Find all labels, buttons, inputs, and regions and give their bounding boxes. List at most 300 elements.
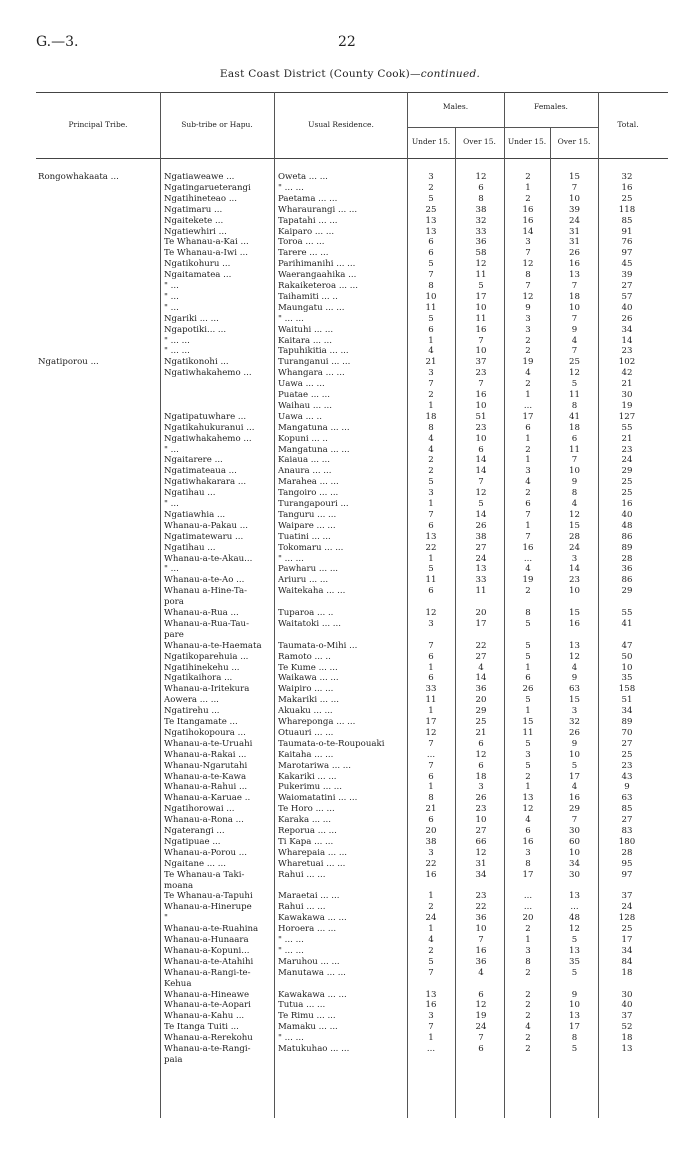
sub-tribe-cell: Whanau-a-te-Akau... [164, 553, 253, 564]
sub-tribe-cell: Ngapotiki... ... [164, 324, 227, 335]
females-over15-cell: 9 [571, 989, 578, 1000]
table-row [0, 859, 700, 869]
females-over15-cell: 29 [569, 804, 580, 815]
females-under15-cell: 2 [525, 1011, 531, 1022]
residence-cell: Oweta ... ... [278, 172, 328, 182]
residence-cell: Whareponga ... ... [278, 717, 356, 727]
total-cell: 91 [621, 226, 633, 237]
males-over15-cell: 6 [478, 738, 484, 749]
residence-cell: Akuaku ... ... [278, 706, 333, 717]
females-under15-cell: 2 [525, 346, 531, 357]
females-under15-cell: 1 [525, 706, 531, 717]
table-row [0, 455, 700, 465]
residence-cell: Wharetuai ... ... [278, 858, 346, 869]
females-over15-cell: 8 [571, 488, 578, 499]
table-row [0, 379, 700, 389]
females-under15-cell: 4 [525, 1022, 531, 1033]
males-over15-cell: 16 [475, 324, 487, 335]
table-row [0, 924, 700, 934]
total-cell: 17 [621, 935, 633, 945]
total-cell: 51 [621, 695, 633, 706]
females-under15-cell: 3 [525, 237, 531, 248]
males-over15-cell: 66 [475, 836, 487, 847]
sub-tribe-cell: Whanau-a-Rakai ... [164, 749, 247, 760]
table-row [0, 619, 700, 629]
females-under15-cell: 13 [522, 793, 534, 804]
males-over15-cell: 27 [475, 826, 487, 836]
table-row [0, 423, 700, 433]
females-under15-cell: 1 [525, 433, 531, 444]
total-cell: 25 [621, 749, 633, 760]
females-under15-cell: 20 [522, 913, 534, 924]
females-over15-cell: 12 [569, 509, 580, 520]
males-under15-cell: 18 [425, 411, 437, 422]
sub-tribe-cell: Whanau-a-te-Kawa [164, 771, 247, 782]
table-row [0, 750, 700, 760]
sub-tribe-cell: Te Itanga Tuiti ... [164, 1022, 239, 1033]
table-row [0, 728, 700, 738]
females-under15-cell: 7 [525, 531, 531, 542]
table-row [0, 772, 700, 782]
males-under15-cell: 7 [428, 967, 434, 978]
table-row [0, 902, 700, 912]
females-over15-cell: 9 [571, 673, 578, 684]
table-row [0, 913, 700, 923]
sub-tribe-cell: Ngaitamatea ... [164, 270, 232, 281]
females-over15-cell: 30 [569, 869, 580, 880]
sub-tribe-cell: Whanau-a-Kopuni... [164, 945, 250, 956]
residence-cell: Paetama ... ... [278, 193, 338, 204]
table-title [0, 68, 700, 80]
females-over15-cell: 10 [569, 586, 580, 597]
residence-cell: Tangoiro ... ... [278, 488, 339, 499]
total-cell: 34 [621, 324, 633, 335]
total-cell: 10 [621, 662, 633, 673]
total-cell: 89 [621, 542, 633, 553]
residence-cell: Anaura ... ... [278, 466, 332, 477]
females-under15-cell: 2 [525, 989, 531, 1000]
females-over15-cell: 10 [569, 302, 580, 313]
total-cell: 70 [621, 727, 633, 738]
females-over15-cell: 41 [569, 411, 580, 422]
table-row [0, 706, 700, 716]
total-cell: 25 [621, 488, 633, 499]
males-over15-cell: 17 [475, 291, 487, 302]
residence-cell: Waitatoki ... ... [278, 618, 341, 629]
title-suffix: —continued. [410, 68, 481, 80]
residence-cell: Tarere ... ... [278, 248, 329, 259]
females-under15-cell: 2 [525, 1000, 531, 1011]
males-over15-cell: 10 [475, 815, 487, 826]
males-under15-cell: 5 [428, 313, 434, 324]
table-row [0, 990, 700, 1000]
table-row [0, 445, 700, 455]
males-under15-cell: 13 [425, 989, 437, 1000]
males-over15-cell: 24 [475, 1022, 487, 1033]
sub-tribe-cell: " ... [164, 291, 179, 302]
sub-tribe-cell: Ngatihinekehu ... [164, 662, 240, 673]
total-cell: 26 [621, 313, 633, 324]
table-row [0, 695, 700, 705]
table-row [0, 466, 700, 476]
males-over15-cell: 29 [475, 706, 487, 717]
title-main: East Coast District (County Cook) [219, 68, 410, 80]
females-under15-cell: 6 [525, 673, 531, 684]
table-row [0, 968, 700, 978]
males-under15-cell: 13 [425, 226, 437, 237]
males-under15-cell: 1 [428, 400, 434, 411]
table-row [0, 815, 700, 825]
males-under15-cell: 25 [425, 204, 437, 215]
residence-cell: Waikawa ... ... [278, 673, 339, 684]
sub-tribe-cell: Whanau-a-te-Uruahi [164, 738, 253, 749]
males-over15-cell: 26 [475, 520, 487, 531]
males-over15-cell: 12 [475, 847, 487, 858]
total-cell: 128 [618, 913, 636, 924]
males-under15-cell: 2 [428, 182, 434, 193]
females-under15-cell: 5 [525, 651, 531, 662]
total-cell: 23 [621, 760, 633, 771]
females-under15-cell: 1 [525, 782, 531, 793]
females-over15-cell: 10 [569, 193, 580, 204]
females-under15-cell: 1 [525, 390, 531, 400]
sub-tribe-cell: Ngatingarueterangi [164, 182, 251, 193]
total-cell: 43 [621, 771, 633, 782]
males-under15-cell: 6 [428, 520, 434, 531]
males-over15-cell: 6 [478, 182, 484, 193]
males-over15-cell: 33 [475, 226, 487, 237]
males-over15-cell: 20 [475, 695, 487, 706]
total-cell: 25 [621, 193, 633, 204]
males-over15-cell: 23 [475, 422, 487, 433]
males-over15-cell: 6 [478, 989, 484, 1000]
header-principal-tribe: Principal Tribe. [68, 120, 128, 129]
males-over15-cell: 6 [478, 444, 484, 455]
females-over15-cell: 18 [569, 422, 580, 433]
females-under15-cell: 7 [525, 509, 531, 520]
total-cell: 76 [621, 237, 633, 248]
males-under15-cell: 2 [428, 390, 434, 400]
females-under15-cell: 5 [525, 760, 531, 771]
males-under15-cell: 3 [428, 368, 434, 379]
table-row [0, 804, 700, 814]
residence-cell: Rakaiketeroa ... ... [278, 281, 358, 291]
males-under15-cell: 6 [428, 651, 434, 662]
males-under15-cell: 10 [425, 291, 437, 302]
males-over15-cell: 10 [475, 400, 487, 411]
females-under15-cell: 14 [522, 226, 534, 237]
residence-cell: Mamaku ... ... [278, 1022, 338, 1033]
total-cell: 36 [621, 564, 633, 575]
males-under15-cell: 24 [425, 913, 437, 924]
table-row [0, 336, 700, 346]
residence-cell: Kakariki ... ... [278, 771, 337, 782]
males-under15-cell: 17 [425, 717, 437, 727]
males-under15-cell: 4 [428, 935, 434, 945]
col-divider [274, 92, 275, 158]
table-row [0, 630, 700, 640]
sub-tribe-cell: Ngatihorowai ... [164, 804, 235, 815]
males-over15-cell: 36 [475, 684, 487, 695]
females-over15-cell: 7 [571, 346, 578, 357]
residence-cell: Mangatuna ... ... [278, 444, 350, 455]
females-over15-cell: 23 [569, 575, 580, 586]
males-over15-cell: 11 [475, 313, 487, 324]
residence-cell: Puatae ... ... [278, 390, 330, 400]
females-over15-cell: 10 [569, 1000, 580, 1011]
females-over15-cell: 24 [569, 215, 580, 226]
table-row [0, 172, 700, 182]
females-under15-cell: 5 [525, 738, 531, 749]
males-under15-cell: 5 [428, 259, 434, 270]
females-over15-cell: 10 [569, 749, 580, 760]
females-over15-cell: 13 [569, 1011, 580, 1022]
males-over15-cell: 5 [478, 499, 484, 509]
females-over15-cell: ... [570, 902, 579, 913]
total-cell: 34 [621, 945, 633, 956]
females-under15-cell: 2 [525, 379, 531, 390]
males-under15-cell: ... [426, 1044, 436, 1054]
total-cell: 42 [621, 368, 633, 379]
sub-tribe-cell: Whanau-a-Porou ... [164, 847, 247, 858]
females-under15-cell: ... [523, 902, 533, 913]
females-over15-cell: 14 [569, 564, 580, 575]
males-under15-cell: 21 [425, 804, 437, 815]
sub-tribe-cell: Ngatihau ... [164, 488, 216, 499]
total-cell: 40 [621, 509, 633, 520]
males-over15-cell: 11 [475, 270, 487, 281]
males-under15-cell: 12 [425, 727, 437, 738]
residence-cell: Waihau ... ... [278, 400, 333, 411]
females-over15-cell: 5 [571, 760, 578, 771]
sub-tribe-cell: Whanau-a-Hineawe [164, 989, 250, 1000]
total-cell: 16 [621, 499, 633, 509]
females-under15-cell: 17 [522, 411, 534, 422]
males-under15-cell: 3 [428, 847, 434, 858]
females-under15-cell: 3 [525, 847, 531, 858]
total-cell: 45 [621, 259, 633, 270]
males-over15-cell: 37 [475, 357, 487, 368]
total-cell: 127 [618, 411, 636, 422]
males-over15-cell: 38 [475, 204, 487, 215]
females-over15-cell: 3 [571, 553, 578, 564]
sub-tribe-cell: Ngatiwhakarara ... [164, 477, 247, 488]
table-row [0, 935, 700, 945]
residence-cell: Kaiaua ... ... [278, 455, 330, 466]
females-under15-cell: 3 [525, 749, 531, 760]
females-over15-cell: 7 [571, 281, 578, 291]
table-row [0, 1044, 700, 1054]
females-under15-cell: 1 [525, 520, 531, 531]
table-row [0, 608, 700, 618]
total-cell: 55 [621, 608, 633, 618]
total-cell: 18 [621, 967, 633, 978]
females-over15-cell: 5 [571, 967, 578, 978]
residence-cell: " ... ... [278, 553, 304, 564]
females-over15-cell: 7 [571, 455, 578, 466]
females-under15-cell: 8 [525, 270, 531, 281]
sub-tribe-cell: Te Whanau-a Taki- [164, 869, 245, 880]
females-over15-cell: 9 [571, 477, 578, 488]
males-over15-cell: 20 [475, 608, 487, 618]
table-row [0, 717, 700, 727]
total-cell: 180 [618, 836, 636, 847]
residence-cell: Marahea ... ... [278, 477, 339, 488]
males-under15-cell: 20 [425, 826, 437, 836]
residence-cell: Tokomaru ... ... [278, 542, 344, 553]
residence-cell: Pukerimu ... ... [278, 782, 343, 793]
sub-tribe-cell: " ... [164, 499, 179, 509]
residence-cell: Ariuru ... ... [278, 575, 329, 586]
total-cell: 24 [621, 455, 633, 466]
females-over15-cell: 26 [569, 727, 580, 738]
principal-tribe-cell: Ngatiporou ... [38, 357, 99, 368]
males-over15-cell: 10 [475, 924, 487, 935]
males-over15-cell: 5 [478, 281, 484, 291]
residence-cell: " ... ... [278, 313, 304, 324]
males-over15-cell: 36 [475, 956, 487, 967]
males-under15-cell: 6 [428, 586, 434, 597]
females-over15-cell: 13 [569, 640, 580, 651]
header-bottom-rule [36, 158, 668, 159]
residence-cell: Waiomatatini ... ... [278, 793, 358, 804]
total-cell: 95 [621, 858, 633, 869]
table-row [0, 684, 700, 694]
table-row [0, 641, 700, 651]
males-over15-cell: 14 [475, 509, 487, 520]
total-cell: 18 [621, 1033, 633, 1044]
residence-cell: Makariki ... ... [278, 695, 339, 706]
table-row [0, 870, 700, 880]
total-cell: 97 [621, 869, 633, 880]
males-under15-cell: 1 [428, 553, 434, 564]
sub-tribe-cell: Whanau a-Hine-Ta- [164, 586, 247, 597]
sub-tribe-cell: moana [164, 880, 194, 891]
total-cell: 27 [621, 738, 633, 749]
table-row [0, 532, 700, 542]
table-row [0, 521, 700, 531]
females-over15-cell: 15 [569, 520, 580, 531]
table-row [0, 586, 700, 596]
total-cell: 25 [621, 924, 633, 935]
females-under15-cell: 16 [522, 836, 534, 847]
males-under15-cell: 12 [425, 608, 437, 618]
females-over15-cell: 16 [569, 793, 580, 804]
males-over15-cell: 51 [475, 411, 487, 422]
residence-cell: " ... ... [278, 945, 304, 956]
males-over15-cell: 27 [475, 651, 487, 662]
table-row [0, 183, 700, 193]
sub-tribe-cell: Ngatimatewaru ... [164, 531, 244, 542]
table-row [0, 837, 700, 847]
sub-tribe-cell: Ngatiwhakahemo ... [164, 368, 252, 379]
males-under15-cell: 8 [428, 793, 434, 804]
residence-cell: Tapuhikitia ... ... [278, 346, 349, 357]
table-row [0, 390, 700, 400]
males-under15-cell: 4 [428, 433, 434, 444]
females-under15-cell: 2 [525, 172, 531, 182]
males-under15-cell: 11 [425, 302, 437, 313]
males-under15-cell: 6 [428, 815, 434, 826]
sub-tribe-cell: Whanau-a-Rahui ... [164, 782, 248, 793]
females-under15-cell: 4 [525, 815, 531, 826]
table-row [0, 793, 700, 803]
females-under15-cell: 11 [522, 727, 534, 738]
sub-tribe-cell: Whanau-a-te-Ruahina [164, 924, 259, 935]
males-under15-cell: 7 [428, 379, 434, 390]
females-under15-cell: 12 [522, 291, 534, 302]
residence-cell: " ... ... [278, 935, 304, 945]
residence-cell: Turanganui ... ... [278, 357, 351, 368]
sub-tribe-cell: " ... [164, 302, 179, 313]
females-under15-cell: 5 [525, 618, 531, 629]
males-under15-cell: 7 [428, 738, 434, 749]
table-row [0, 652, 700, 662]
table-row [0, 270, 700, 280]
sub-tribe-cell: Whanau-a-Rona ... [164, 815, 244, 826]
sub-tribe-cell: Ngatikahukuranui ... [164, 422, 255, 433]
residence-cell: Turangapouri ... [278, 499, 349, 509]
males-over15-cell: 16 [475, 390, 487, 400]
males-over15-cell: 13 [475, 564, 487, 575]
total-cell: 34 [621, 706, 633, 717]
females-under15-cell: 2 [525, 586, 531, 597]
males-under15-cell: 5 [428, 564, 434, 575]
total-cell: 27 [621, 815, 633, 826]
females-under15-cell: 9 [525, 302, 531, 313]
females-over15-cell: 32 [569, 717, 580, 727]
males-under15-cell: 22 [425, 542, 437, 553]
residence-cell: Taihamiti ... .. [278, 291, 338, 302]
table-row [0, 488, 700, 498]
females-over15-cell: 63 [569, 684, 580, 695]
males-over15-cell: 12 [475, 488, 487, 499]
residence-cell: Waituhi ... ... [278, 324, 334, 335]
table-row [0, 673, 700, 683]
females-under15-cell: 15 [522, 717, 534, 727]
females-under15-cell: 2 [525, 193, 531, 204]
residence-cell: Whangara ... ... [278, 368, 345, 379]
total-cell: 40 [621, 302, 633, 313]
total-cell: 55 [621, 422, 633, 433]
total-cell: 37 [621, 1011, 633, 1022]
sub-tribe-cell: Kehua [164, 978, 192, 989]
residence-cell: Tanguru ... ... [278, 509, 337, 520]
total-cell: 86 [621, 531, 633, 542]
table-row [0, 891, 700, 901]
total-cell: 35 [621, 673, 633, 684]
sub-tribe-cell: paia [164, 1054, 183, 1065]
residence-cell: Kaiparo ... ... [278, 226, 335, 237]
females-over15-cell: 8 [571, 400, 578, 411]
males-under15-cell: 6 [428, 673, 434, 684]
males-under15-cell: 1 [428, 499, 434, 509]
table-row [0, 357, 700, 367]
females-under15-cell: 12 [522, 259, 534, 270]
table-row [0, 303, 700, 313]
total-cell: 16 [621, 182, 633, 193]
males-over15-cell: 38 [475, 531, 487, 542]
males-under15-cell: 1 [428, 1033, 434, 1044]
total-cell: 83 [621, 826, 633, 836]
males-under15-cell: 1 [428, 662, 434, 673]
males-under15-cell: 7 [428, 640, 434, 651]
table-row [0, 979, 700, 989]
sub-tribe-cell: Te Whanau-a-Tapuhi [164, 891, 253, 902]
residence-cell: Pawharu ... ... [278, 564, 339, 575]
principal-tribe-cell: Rongowhakaata ... [38, 172, 119, 182]
residence-cell: Kaitaha ... ... [278, 749, 334, 760]
